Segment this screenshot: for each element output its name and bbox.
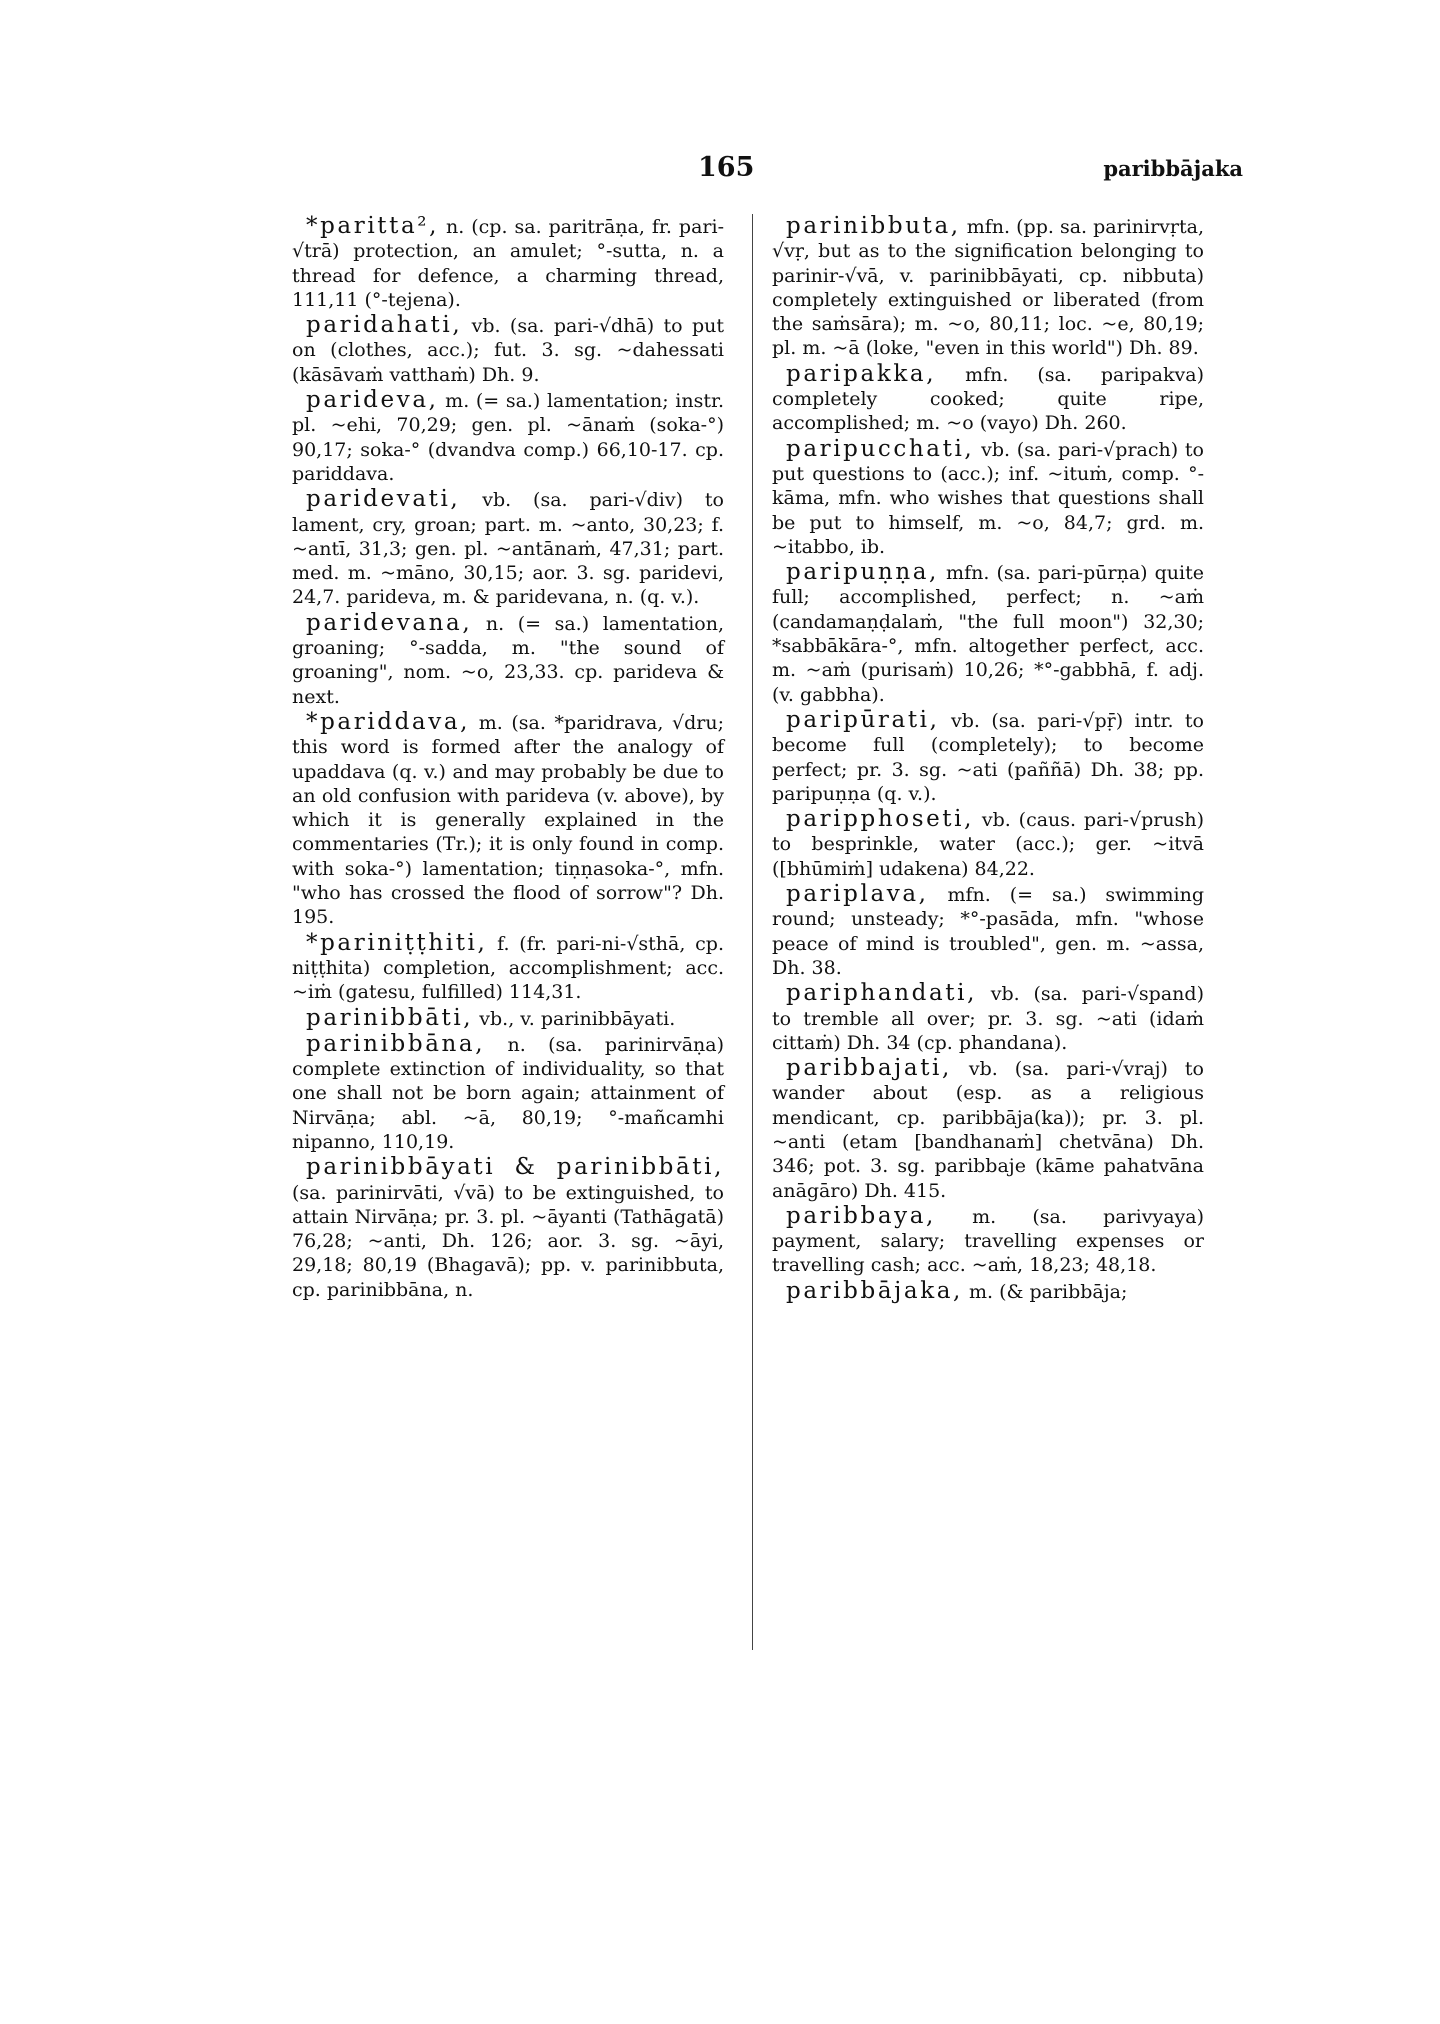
entry-body: f. (fr. pari-ni-√sthā, cp. niṭṭhita) completion, accomplishment; acc. ~iṁ (gatesu, fulfilled) 114,31. bbox=[292, 932, 724, 1004]
dictionary-entry bbox=[772, 1056, 1204, 1203]
entry-headword: parinibbāyati & parinibbāti, bbox=[306, 1154, 724, 1181]
entry-headword: paribbājaka, bbox=[786, 1277, 963, 1304]
entry-body: (sa. parinirvāti, √vā) to be extinguished, to attain Nirvāṇa; pr. 3. pl. ~āyanti (Tathāgatā) 76,28; ~anti, Dh. 126; aor. 3. sg. ~āyi, 29,18; 80,19 (Bhagavā); pp. v. parinibbuta, cp. parinibbāna, n. bbox=[292, 1181, 724, 1301]
dictionary-entry bbox=[292, 1006, 724, 1031]
dictionary-entry bbox=[292, 214, 724, 312]
dictionary-entry bbox=[772, 1204, 1204, 1278]
entry-headword: paripucchati, bbox=[786, 435, 975, 462]
entry-body: n. (cp. sa. paritrāṇa, fr. pari-√trā) protection, an amulet; °-sutta, n. a thread for defence, a charming thread, 111,11 (°-tejena). bbox=[292, 216, 724, 311]
dictionary-entry bbox=[772, 882, 1204, 980]
entry-body: vb. (caus. pari-√prush) to besprinkle, water (acc.); ger. ~itvā ([bhūmiṁ] udakena) 84,22. bbox=[772, 809, 1204, 880]
entry-body: m. (& paribbāja; bbox=[962, 1280, 1128, 1303]
dictionary-entry bbox=[772, 362, 1204, 436]
dictionary-entry bbox=[292, 1032, 724, 1154]
dictionary-entry bbox=[292, 611, 724, 709]
dictionary-entry bbox=[772, 807, 1204, 881]
running-head: paribbājaka bbox=[1103, 156, 1243, 181]
entry-headword: paridahati, bbox=[306, 312, 463, 339]
entry-headword: paripuṇṇa, bbox=[786, 559, 939, 586]
entry-body: n. (= sa.) lamentation, groaning; °-sadda, m. "the sound of groaning", nom. ~o, 23,33. cp. parideva & next. bbox=[292, 612, 724, 708]
page-number: 165 bbox=[698, 152, 755, 183]
dictionary-entry bbox=[772, 1279, 1204, 1304]
entry-body: n. (sa. parinirvāṇa) complete extinction of individuality, so that one shall not be born again; attainment of Nirvāṇa; abl. ~ā, 80,19; °-mañcamhi nipanno, 110,19. bbox=[292, 1033, 724, 1153]
entry-body: mfn. (sa. pari-pūrṇa) quite full; accomplished, perfect; n. ~aṁ (candamaṇḍalaṁ, "the full moon") 32,30; *sabbākāra-°, mfn. altogether perfect, acc. m. ~aṁ (purisaṁ) 10,26; *°-gabbhā, f. adj. (v. gabbha). bbox=[772, 562, 1204, 706]
left-column bbox=[292, 214, 724, 1303]
dictionary-entry bbox=[772, 437, 1204, 559]
dictionary-entry bbox=[772, 981, 1204, 1055]
entry-body: vb., v. parinibbāyati. bbox=[473, 1007, 676, 1030]
entry-headword: parideva, bbox=[306, 387, 439, 414]
entry-body: mfn. (= sa.) swimming round; unsteady; *°-pasāda, mfn. "whose peace of mind is troubled", gen. m. ~assa, Dh. 38. bbox=[772, 884, 1204, 979]
entry-headword: parinibbāna, bbox=[306, 1030, 486, 1057]
entry-headword: paridevati, bbox=[306, 486, 461, 513]
dictionary-entry bbox=[292, 388, 724, 486]
entry-body: vb. (sa. pari-√spand) to tremble all over; pr. 3. sg. ~ati (idaṁ cittaṁ) Dh. 34 (cp. phandana). bbox=[772, 983, 1204, 1054]
right-column bbox=[772, 214, 1204, 1305]
entry-headword: pariphandati, bbox=[786, 980, 977, 1007]
entry-body: vb. (sa. pari-√prach) to put questions to (acc.); inf. ~ituṁ, comp. °-kāma, mfn. who wishes that questions shall be put to himself, m. ~o, 84,7; grd. m. ~itabbo, ib. bbox=[772, 438, 1204, 558]
entry-body: m. (= sa.) lamentation; instr. pl. ~ehi, 70,29; gen. pl. ~ānaṁ (soka-°) 90,17; soka-° (dvandva comp.) 66,10-17. cp. pariddava. bbox=[292, 390, 724, 485]
entry-headword: *paritta², bbox=[306, 213, 440, 239]
entry-body: mfn. (sa. paripakva) completely cooked; quite ripe, accomplished; m. ~o (vayo) Dh. 260. bbox=[772, 363, 1204, 435]
dictionary-entry bbox=[772, 708, 1204, 806]
entry-headword: parinibbuta, bbox=[786, 213, 961, 239]
entry-body: m. (sa. parivyaya) payment, salary; travelling expenses or travelling cash; acc. ~aṁ, 18,23; 48,18. bbox=[772, 1205, 1204, 1277]
entry-headword: *pariddava, bbox=[306, 708, 471, 735]
dictionary-entry bbox=[292, 710, 724, 930]
dictionary-entry bbox=[292, 487, 724, 609]
entry-headword: *pariniṭṭhiti, bbox=[306, 929, 488, 956]
dictionary-entry bbox=[292, 313, 724, 387]
entry-body: mfn. (pp. sa. parinirvṛta, √vṛ, but as to the signification belonging to parinir-√vā, v. parinibbāyati, cp. nibbuta) completely extinguished or liberated (from the saṁsāra); m. ~o, 80,11; loc. ~e, 80,19; pl. m. ~ā (loke, "even in this world") Dh. 89. bbox=[772, 216, 1204, 360]
dictionary-entry bbox=[292, 931, 724, 1005]
entry-headword: paripphoseti, bbox=[786, 806, 975, 833]
dictionary-entry bbox=[292, 1155, 724, 1302]
entry-headword: paridevana, bbox=[306, 609, 473, 636]
entry-headword: parinibbāti, bbox=[306, 1004, 474, 1031]
page-header bbox=[0, 152, 1440, 192]
dictionary-entry bbox=[772, 214, 1204, 361]
entry-headword: paribbaya, bbox=[786, 1202, 936, 1229]
entry-headword: pariplava, bbox=[786, 881, 929, 908]
entry-body: vb. (sa. pari-√vraj) to wander about (esp. as a religious mendicant, cp. paribbāja(ka)); pr. 3. pl. ~anti (etam [bandhanaṁ] chetvāna) Dh. 346; pot. 3. sg. paribbaje (kāme pahatvāna anāgāro) Dh. 415. bbox=[772, 1058, 1204, 1202]
entry-body: vb. (sa. pari-√dhā) to put on (clothes, acc.); fut. 3. sg. ~dahessati (kāsāvaṁ vatthaṁ) Dh. 9. bbox=[292, 315, 724, 386]
entry-body: vb. (sa. pari-√pṝ) intr. to become full (completely); to become perfect; pr. 3. sg. ~ati (paññā) Dh. 38; pp. paripuṇṇa (q. v.). bbox=[772, 709, 1204, 805]
column-divider bbox=[752, 214, 753, 1650]
dictionary-entry bbox=[772, 560, 1204, 707]
entry-headword: paripūrati, bbox=[786, 706, 940, 733]
entry-headword: paribbajati, bbox=[786, 1055, 952, 1082]
entry-body: vb. (sa. pari-√div) to lament, cry, groan; part. m. ~anto, 30,23; f. ~antī, 31,3; gen. pl. ~antānaṁ, 47,31; part. med. m. ~māno, 30,15; aor. 3. sg. paridevi, 24,7. parideva, m. & paridevana, n. (q. v.). bbox=[292, 489, 724, 609]
entry-body: m. (sa. *paridrava, √dru; this word is formed after the analogy of upaddava (q. v.) and may probably be due to an old confusion with parideva (v. above), by which it is generally explained in the commentaries (Tr.); it is only found in comp. with soka-°) lamentation; tiṇṇasoka-°, mfn. "who has crossed the flood of sorrow"? Dh. 195. bbox=[292, 711, 724, 929]
entry-headword: paripakka, bbox=[786, 360, 937, 387]
